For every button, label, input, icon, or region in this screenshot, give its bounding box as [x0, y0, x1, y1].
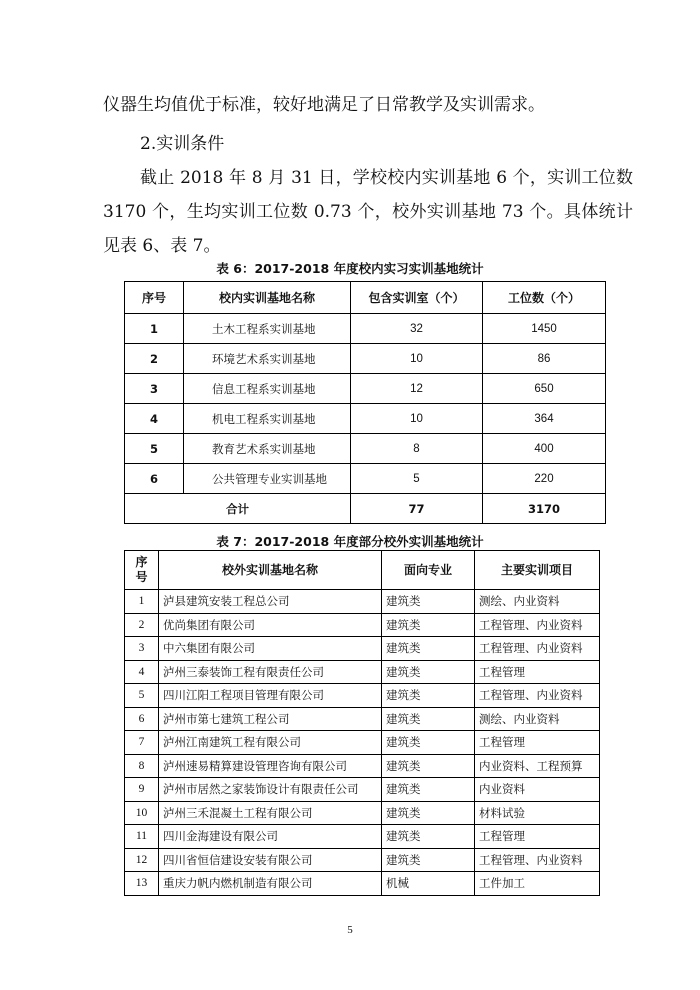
table7-cell-project: 内业资料、工程预算	[475, 754, 600, 778]
table7-row	[125, 637, 600, 661]
table7-cell-name: 泸州三禾混凝土工程有限公司	[159, 801, 382, 825]
table7-header-no	[125, 551, 159, 590]
table6	[124, 281, 606, 524]
table6-row	[125, 314, 606, 344]
table7-cell-major: 建筑类	[382, 825, 475, 849]
table7-row	[125, 754, 600, 778]
table7-row	[125, 613, 600, 637]
table7-cell-major: 建筑类	[382, 590, 475, 614]
table7-row	[125, 707, 600, 731]
table6-header-rooms: 包含实训室（个）	[351, 282, 483, 314]
table7-row	[125, 825, 600, 849]
table6-row	[125, 404, 606, 434]
table7-cell-no: 8	[125, 754, 159, 778]
table7-cell-major: 建筑类	[382, 707, 475, 731]
body-line-1: 仪器生均值优于标准，较好地满足了日常教学及实训需求。	[103, 95, 545, 115]
table6-cell-no: 1	[125, 314, 184, 344]
table7-cell-project: 工程管理	[475, 825, 600, 849]
table7-cell-no: 7	[125, 731, 159, 755]
table7-cell-no: 3	[125, 637, 159, 661]
table6-cell-no: 5	[125, 434, 184, 464]
table6-cell-no: 2	[125, 344, 184, 374]
table7-cell-major: 建筑类	[382, 613, 475, 637]
table7-row	[125, 801, 600, 825]
table7-cell-name: 泸州市第七建筑工程公司	[159, 707, 382, 731]
table6-cell-name: 环境艺术系实训基地	[184, 344, 351, 374]
table7	[124, 550, 600, 896]
table6-cell-rooms: 8	[351, 434, 483, 464]
table6-cell-rooms: 5	[351, 464, 483, 494]
table6-row	[125, 344, 606, 374]
table6-header-name: 校内实训基地名称	[184, 282, 351, 314]
table6-cell-rooms: 12	[351, 374, 483, 404]
table6-caption: 表 6：2017-2018 年度校内实习实训基地统计	[216, 261, 484, 276]
table6-row	[125, 434, 606, 464]
table7-cell-no: 10	[125, 801, 159, 825]
table6-row	[125, 374, 606, 404]
table7-cell-no: 5	[125, 684, 159, 708]
table7-cell-project: 工程管理、内业资料	[475, 637, 600, 661]
table6-total-stations: 3170	[483, 494, 606, 524]
table7-cell-name: 泸州三泰装饰工程有限责任公司	[159, 660, 382, 684]
page-number: 5	[347, 924, 353, 936]
table7-row	[125, 848, 600, 872]
table7-cell-name: 优尚集团有限公司	[159, 613, 382, 637]
table7-cell-name: 泸县建筑安装工程总公司	[159, 590, 382, 614]
table7-row	[125, 590, 600, 614]
table7-cell-name: 中六集团有限公司	[159, 637, 382, 661]
table6-cell-stations: 400	[483, 434, 606, 464]
table7-cell-major: 建筑类	[382, 637, 475, 661]
watermark: ​	[130, 490, 173, 551]
table7-cell-major: 建筑类	[382, 801, 475, 825]
table6-cell-no: 4	[125, 404, 184, 434]
table6-cell-no: 3	[125, 374, 184, 404]
table7-cell-name: 泸州速易精算建设管理咨询有限公司	[159, 754, 382, 778]
table6-cell-rooms: 10	[351, 344, 483, 374]
table6-cell-rooms: 10	[351, 404, 483, 434]
table7-cell-major: 建筑类	[382, 684, 475, 708]
table6-cell-stations: 220	[483, 464, 606, 494]
table7-cell-project: 内业资料	[475, 778, 600, 802]
table7-cell-major: 建筑类	[382, 848, 475, 872]
table6-cell-stations: 650	[483, 374, 606, 404]
table7-cell-name: 泸州江南建筑工程有限公司	[159, 731, 382, 755]
table7-header-major: 面向专业	[382, 551, 475, 590]
table7-row	[125, 872, 600, 896]
table6-cell-name: 土木工程系实训基地	[184, 314, 351, 344]
table7-cell-project: 测绘、内业资料	[475, 590, 600, 614]
table7-cell-no: 9	[125, 778, 159, 802]
table7-row	[125, 684, 600, 708]
table6-cell-stations: 86	[483, 344, 606, 374]
section-heading: 2.实训条件	[140, 134, 225, 154]
table6-header-row	[125, 282, 606, 314]
table7-cell-name: 泸州市居然之家装饰设计有限责任公司	[159, 778, 382, 802]
table7-cell-name: 四川省恒信建设安装有限公司	[159, 848, 382, 872]
table6-total-label: 合计	[125, 494, 351, 524]
table6-cell-name: 教育艺术系实训基地	[184, 434, 351, 464]
table7-cell-major: 建筑类	[382, 660, 475, 684]
table7-header-project: 主要实训项目	[475, 551, 600, 590]
table7-cell-project: 工程管理	[475, 660, 600, 684]
table7-cell-name: 四川金海建设有限公司	[159, 825, 382, 849]
table6-cell-stations: 1450	[483, 314, 606, 344]
table7-header-name: 校外实训基地名称	[159, 551, 382, 590]
body-paragraph: 截止 2018 年 8 月 31 日，学校校内实训基地 6 个，实训工位数 3170 个，生均实训工位数 0.73 个，校外实训基地 73 个。具体统计见表 6、表 7。	[103, 168, 633, 256]
table7-cell-no: 11	[125, 825, 159, 849]
table7-cell-no: 13	[125, 872, 159, 896]
table7-cell-no: 2	[125, 613, 159, 637]
table6-total-rooms: 77	[351, 494, 483, 524]
table7-cell-no: 6	[125, 707, 159, 731]
table6-total-row	[125, 494, 606, 524]
table7-cell-project: 材料试验	[475, 801, 600, 825]
table7-cell-project: 测绘、内业资料	[475, 707, 600, 731]
table7-cell-major: 建筑类	[382, 778, 475, 802]
table7-cell-name: 四川江阳工程项目管理有限公司	[159, 684, 382, 708]
table6-cell-name: 信息工程系实训基地	[184, 374, 351, 404]
table7-row	[125, 778, 600, 802]
table7-cell-major: 机械	[382, 872, 475, 896]
table7-cell-project: 工程管理	[475, 731, 600, 755]
table7-row	[125, 660, 600, 684]
table7-cell-major: 建筑类	[382, 731, 475, 755]
table7-cell-project: 工程管理、内业资料	[475, 684, 600, 708]
table6-cell-name: 机电工程系实训基地	[184, 404, 351, 434]
table7-cell-project: 工程管理、内业资料	[475, 613, 600, 637]
table7-cell-major: 建筑类	[382, 754, 475, 778]
table7-cell-project: 工程管理、内业资料	[475, 848, 600, 872]
table7-cell-no: 12	[125, 848, 159, 872]
table6-header-stations: 工位数（个）	[483, 282, 606, 314]
table7-header-row	[125, 551, 600, 590]
table6-row	[125, 464, 606, 494]
table7-cell-no: 4	[125, 660, 159, 684]
table6-header-no: 序号	[125, 282, 184, 314]
table6-cell-name: 公共管理专业实训基地	[184, 464, 351, 494]
table6-cell-stations: 364	[483, 404, 606, 434]
table7-row	[125, 731, 600, 755]
table7-caption: 表 7：2017-2018 年度部分校外实训基地统计	[216, 534, 484, 549]
table7-cell-project: 工件加工	[475, 872, 600, 896]
table6-cell-no: 6	[125, 464, 184, 494]
table7-cell-no: 1	[125, 590, 159, 614]
table7-cell-name: 重庆力帆内燃机制造有限公司	[159, 872, 382, 896]
table7-header-no-text: 序号	[135, 555, 148, 584]
table6-cell-rooms: 32	[351, 314, 483, 344]
